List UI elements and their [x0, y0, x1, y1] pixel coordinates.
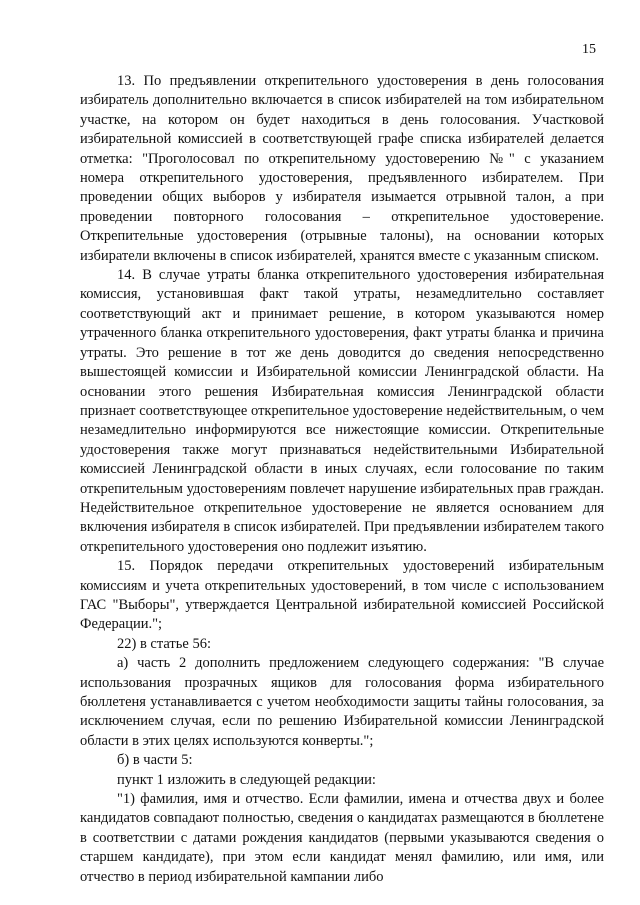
- paragraph-part-b: б) в части 5:: [117, 752, 193, 769]
- paragraph-13: 13. По предъявлении открепительного удостоверения в день голосования избиратель дополнительно включается в список избирателей на том избирательном участке, на котором он будет находиться в день голосования. Участковой избирательной комиссией в соответствующей графе списка избирателей делается отметка: "Проголосовал по открепительному удостоверению №" с указанием номера открепительного удостоверения, предъявленного избирателем. При проведении общих выборов у избирателя изымается отрывной талон, а при проведении повторного голосования – открепительное удостоверение. Открепительные удостоверения (отрывные талоны), на основании которых избиратели включены в список избирателей, хранятся вместе с указанным списком.: [80, 73, 604, 264]
- document-body: [80, 72, 604, 887]
- paragraph-point-1-text: "1) фамилия, имя и отчество. Если фамилии, имена и отчества двух и более кандидатов совпадают полностью, сведения о кандидатах размещаются в бюллетене в соответствии с датами рождения кандидатов (первыми указываются сведения о старшем кандидате), при этом если кандидат менял фамилию, или имя, или отчество в период избирательной кампании либо: [80, 791, 604, 885]
- paragraph-article-56: 22) в статье 56:: [117, 635, 211, 652]
- paragraph-part-a: а) часть 2 дополнить предложением следующего содержания: "В случае использования прозрачных ящиков для голосования форма избирательного бюллетеня устанавливается с учетом необходимости защиты тайны голосования, за исключением случая, если по решению Избирательной комиссии Ленинградской области в этих целях используются конверты.";: [80, 655, 604, 749]
- paragraph-point-1-intro: пункт 1 изложить в следующей редакции:: [117, 771, 376, 788]
- paragraph-14: 14. В случае утраты бланка открепительного удостоверения избирательная комиссия, установившая факт такой утраты, незамедлительно составляет соответствующий акт и принимает решение, в котором указываются номер утраченного бланка открепительного удостоверения, факт утраты бланка и причина утраты. Это решение в тот же день доводится до сведения непосредственно вышестоящей комиссии и Избирательной комиссии Ленинградской области. На основании этого решения Избирательная комиссия Ленинградской области признает соответствующее открепительное удостоверение недействительным, о чем незамедлительно информируются все нижестоящие комиссии. Открепительные удостоверения также могут признаваться недействительными Избирательной комиссией Ленинградской области в иных случаях, если голосование по таким открепительным удостоверениям повлечет нарушение избирательных прав граждан. Недействительное открепительное удостоверение не является основанием для включения избирателя в список избирателей. При предъявлении избирателем такого открепительного удостоверения оно подлежит изъятию.: [80, 267, 604, 555]
- paragraph-15: 15. Порядок передачи открепительных удостоверений избирательным комиссиям и учета открепительных удостоверений, в том числе с использованием ГАС "Выборы", утверждается Центральной избирательной комиссией Российской Федерации.";: [80, 558, 604, 633]
- page-number: 15: [582, 42, 596, 57]
